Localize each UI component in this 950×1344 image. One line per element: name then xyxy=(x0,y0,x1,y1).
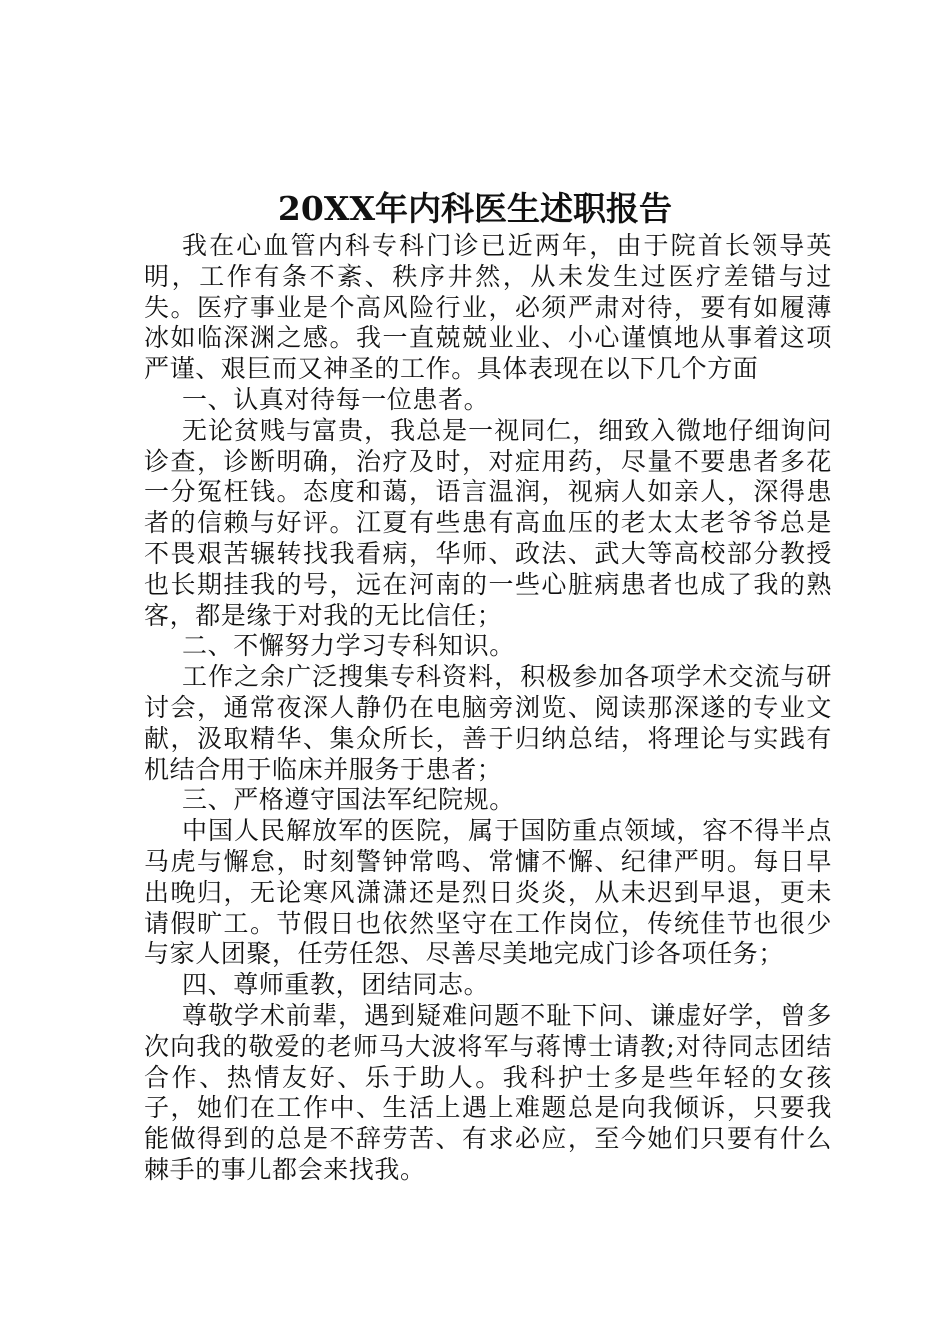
paragraph-intro: 我在心血管内科专科门诊已近两年，由于院首长领导英明，工作有条不紊、秩序井然，从未发生过医疗差错与过失。医疗事业是个高风险行业，必须严肃对待，要有如履薄冰如临深渊之感。我一直兢兢业业、小心谨慎地从事着这项严谨、艰巨而又神圣的工作。具体表现在以下几个方面 xyxy=(144,231,832,384)
document-title: 20XX年内科医生述职报告 xyxy=(277,189,673,228)
section-heading-1: 一、认真对待每一位患者。 xyxy=(182,384,490,414)
section-heading-3: 三、严格遵守国法军纪院规。 xyxy=(182,785,515,815)
paragraph-section-2: 工作之余广泛搜集专科资料，积极参加各项学术交流与研讨会，通常夜深人静仍在电脑旁浏览、阅读那深遂的专业文献，汲取精华、集众所长，善于归纳总结，将理论与实践有机结合用于临床并服务于患者； xyxy=(144,662,832,784)
document-body xyxy=(144,231,832,1186)
paragraph-section-1: 无论贫贱与富贵，我总是一视同仁，细致入微地仔细询问诊查，诊断明确，治疗及时，对症用药，尽量不要患者多花一分冤枉钱。态度和蔼，语言温润，视病人如亲人，深得患者的信赖与好评。江夏有些患有高血压的老太太老爷爷总是不畏艰苦辗转找我看病，华师、政法、武大等高校部分教授也长期挂我的号，远在河南的一些心脏病患者也成了我的熟客，都是缘于对我的无比信任； xyxy=(144,415,832,630)
section-heading-2: 二、不懈努力学习专科知识。 xyxy=(182,631,515,661)
section-heading-4: 四、尊师重教，团结同志。 xyxy=(182,970,490,1000)
paragraph-section-4: 尊敬学术前辈，遇到疑难问题不耻下问、谦虚好学，曾多次向我的敬爱的老师马大波将军与蒋博士请教;对待同志团结合作、热情友好、乐于助人。我科护士多是些年轻的女孩子，她们在工作中、生活上遇上难题总是向我倾诉，只要我能做得到的总是不辞劳苦、有求必应，至今她们只要有什么棘手的事儿都会来找我。 xyxy=(144,1000,832,1184)
paragraph-section-3: 中国人民解放军的医院，属于国防重点领域，容不得半点马虎与懈怠，时刻警钟常鸣、常慵不懈、纪律严明。每日早出晚归，无论寒风潇潇还是烈日炎炎，从未迟到早退，更未请假旷工。节假日也依然坚守在工作岗位，传统佳节也很少与家人团聚，任劳任怨、尽善尽美地完成门诊各项任务； xyxy=(144,816,832,969)
